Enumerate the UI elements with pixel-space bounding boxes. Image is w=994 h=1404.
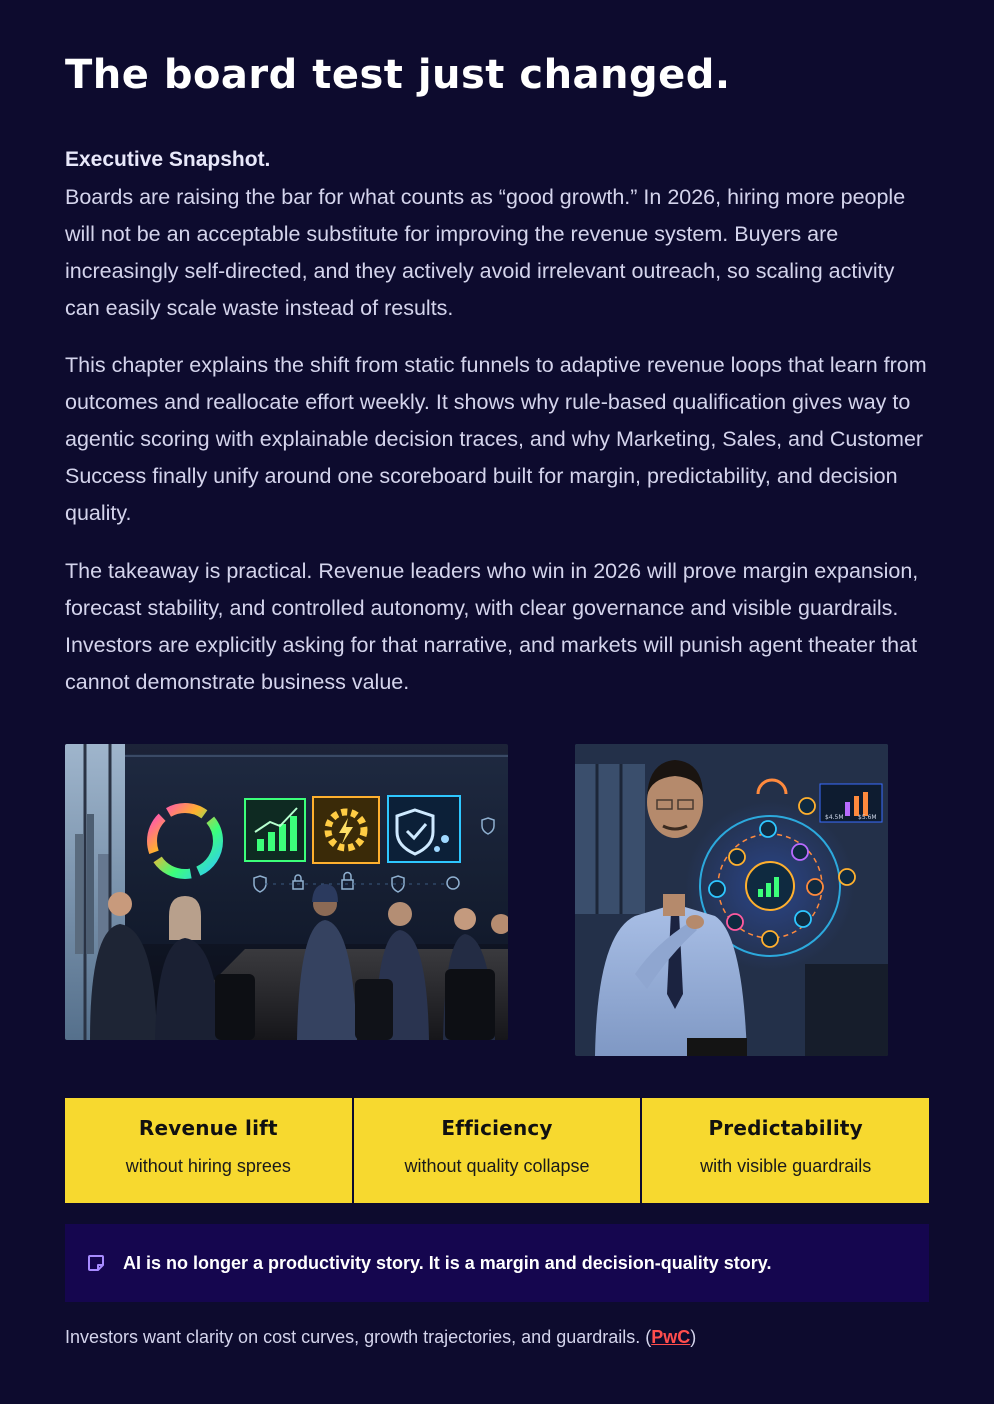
- card-predictability: [642, 1098, 929, 1203]
- card-title: Efficiency: [441, 1116, 553, 1140]
- card-efficiency: [354, 1098, 641, 1203]
- card-title: Revenue lift: [138, 1116, 278, 1140]
- source-note-close: ): [690, 1327, 697, 1347]
- dashboard-value-1: $4.5M: [825, 814, 844, 821]
- page-title: The board test just changed.: [65, 52, 731, 98]
- callout-text: AI is no longer a productivity story. It is a margin and decision-quality story.: [123, 1252, 772, 1273]
- card-subtitle: with visible guardrails: [700, 1156, 872, 1176]
- snapshot-heading: Executive Snapshot.: [65, 148, 271, 171]
- paragraph-2: This chapter explains the shift from static funnels to adaptive revenue loops that learn from outcomes and reallocate effort weekly. It shows why rule-based qualification gives way to agentic scoring with explainable decision traces, and why Marketing, Sales, and Customer Success finally unify around one scoreboard built for margin, predictability, and decision quality.: [65, 353, 927, 525]
- source-note-text: Investors want clarity on cost curves, growth trajectories, and guardrails. (: [65, 1327, 652, 1347]
- dashboard-value-2: $5.6M: [858, 814, 877, 821]
- callout-box: [65, 1224, 929, 1302]
- paragraph-3: The takeaway is practical. Revenue leaders who win in 2026 will prove margin expansion, forecast stability, and controlled autonomy, with clear governance and visible guardrails. Investors are explicitly asking for that narrative, and markets will punish agent theater that cannot demonstrate business value.: [65, 559, 919, 694]
- highlight-cards: [65, 1098, 929, 1203]
- paragraph-1: Boards are raising the bar for what counts as “good growth.” In 2026, hiring more people will not be an acceptable substitute for improving the revenue system. Buyers are increasingly self-directed, and they actively avoid irrelevant outreach, so scaling activity can easily scale waste instead of results.: [65, 185, 906, 320]
- note-icon: [87, 1254, 105, 1272]
- pwc-link[interactable]: PwC: [651, 1327, 691, 1347]
- source-note: [65, 1327, 696, 1348]
- boardroom-image: [65, 744, 508, 1040]
- card-subtitle: without hiring sprees: [125, 1156, 291, 1176]
- card-title: Predictability: [708, 1116, 863, 1140]
- presenter-image: [575, 744, 888, 1056]
- card-subtitle: without quality collapse: [404, 1156, 590, 1176]
- card-revenue-lift: [65, 1098, 352, 1203]
